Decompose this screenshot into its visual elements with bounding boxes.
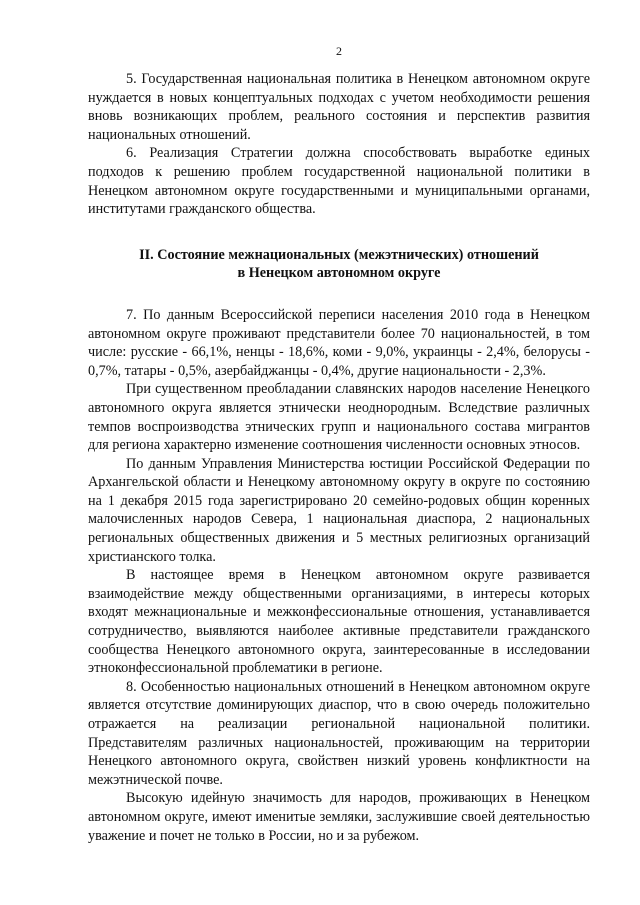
paragraph-7: 7. По данным Всероссийской переписи населения 2010 года в Ненецком автономном округе проживают представители более 70 национальностей, в том числе: русские - 66,1%, ненцы - 18,6%, коми - 9,0%, украинцы - 2,4%, белорусы - 0,7%, татары - 0,5%, азербайджанцы - 0,4%, другие национальности - 2,3%. <box>88 306 590 379</box>
paragraph-notable-people: Высокую идейную значимость для народов, проживающих в Ненецком автономном округе, имеют именитые земляки, заслужившие своей деятельностью уважение и почет не только в России, но и за рубежом. <box>88 790 590 844</box>
page-number: 2 <box>336 44 342 58</box>
document-body <box>88 70 590 845</box>
paragraph-cooperation: В настоящее время в Ненецком автономном округе развивается взаимодействие между общественными организациями, в интересы которых входят межнациональные и межконфессиональные отношения, устанавливается сотрудничество, выявляются наиболее активные представители гражданского сообщества Ненецкого автономного округа, заинтересованные в исследовании этноконфессиональной проблематики в регионе. <box>88 567 590 677</box>
section-title <box>88 246 590 283</box>
paragraph-8: 8. Особенностью национальных отношений в Ненецком автономном округе является отсутствие доминирующих диаспор, что в свою очередь положительно отражается на реализации региональной национальной политики. Представителям различных национальностей, проживающим на территории Ненецкого автономного округа, свойствен низкий уровень конфликтности на межэтнической почве. <box>88 678 590 788</box>
paragraph-5: 5. Государственная национальная политика в Ненецком автономном округе нуждается в новых концептуальных подходах с учетом необходимости решения вновь возникающих проблем, реального состояния и перспектив развития национальных отношений. <box>88 71 590 143</box>
section-title-line-1: II. Состояние межнациональных (межэтнических) отношений <box>139 246 539 263</box>
paragraph-population: При существенном преобладании славянских народов население Ненецкого автономного округа является этнически неоднородным. Вследствие различных темпов воспроизводства этнических групп и национального состава мигрантов для региона характерно изменение соотношения численности основных этносов. <box>88 381 590 454</box>
section-title-line-2: в Ненецком автономном округе <box>237 265 441 282</box>
paragraph-justice-data: По данным Управления Министерства юстиции Российской Федерации по Архангельской области и Ненецкому автономному округу в округе по состоянию на 1 декабря 2015 года зарегистрировано 20 семейно-родовых общин коренных малочисленных народов Севера, 1 национальная диаспора, 2 национальных региональных общественных движения и 5 местных религиозных организаций христианского толка. <box>88 455 590 565</box>
paragraph-6: 6. Реализация Стратегии должна способствовать выработке единых подходов к решению проблем государственной национальной политики в Ненецком автономном округе государственными и муниципальными органами, институтами гражданского общества. <box>88 145 590 218</box>
